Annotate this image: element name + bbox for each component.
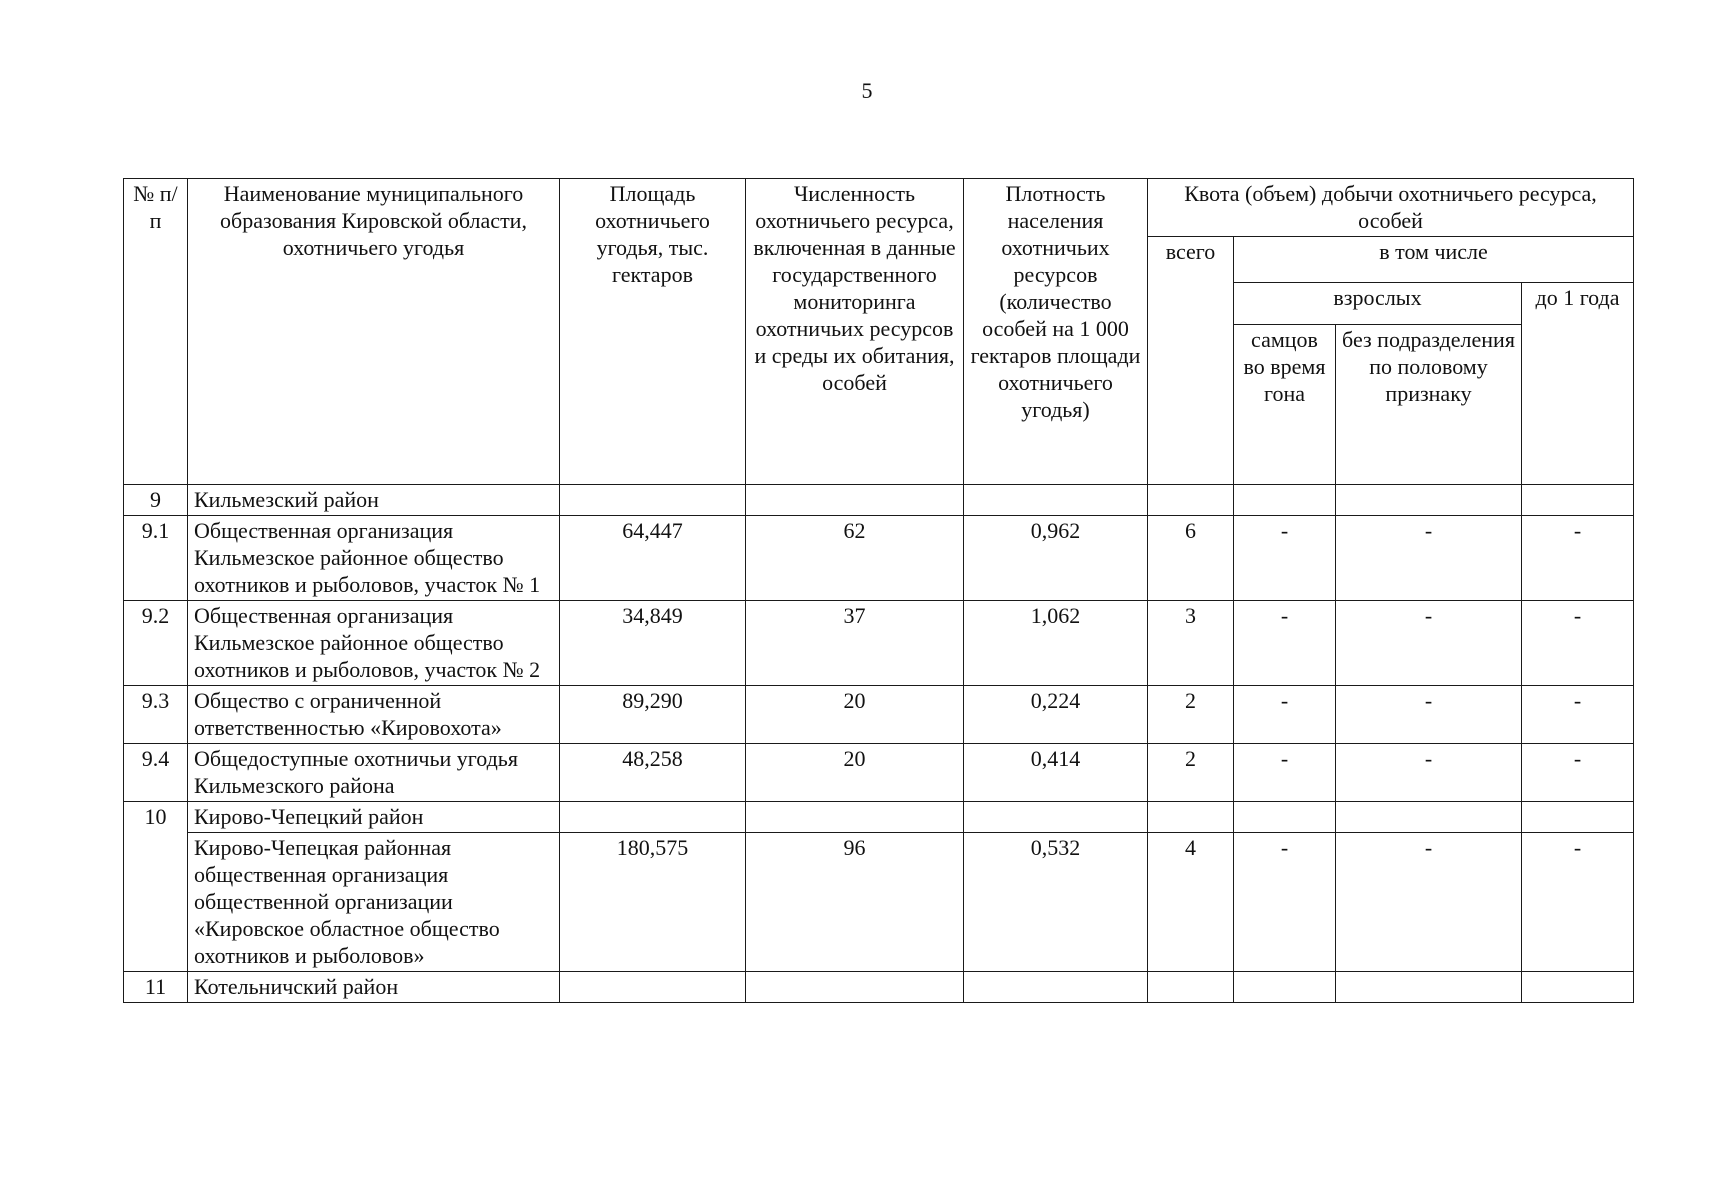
cell-total: [1148, 802, 1234, 833]
cell-num: 9.2: [124, 601, 188, 686]
cell-area: 180,575: [560, 833, 746, 972]
cell-name: Общественная организация Кильмезское районное общество охотников и рыболовов, участок № 2: [188, 601, 560, 686]
cell-total: [1148, 485, 1234, 516]
cell-density: [964, 972, 1148, 1003]
cell-males: [1234, 972, 1336, 1003]
cell-area: 89,290: [560, 686, 746, 744]
cell-density: 0,532: [964, 833, 1148, 972]
cell-density: 0,414: [964, 744, 1148, 802]
cell-nosex: -: [1336, 686, 1522, 744]
cell-count: 20: [746, 744, 964, 802]
cell-area: [560, 485, 746, 516]
cell-density: 0,962: [964, 516, 1148, 601]
cell-nosex: -: [1336, 833, 1522, 972]
cell-total: 4: [1148, 833, 1234, 972]
cell-total: 2: [1148, 744, 1234, 802]
table-body: [124, 485, 1634, 1003]
cell-count: [746, 485, 964, 516]
cell-num: 9.3: [124, 686, 188, 744]
cell-density: [964, 485, 1148, 516]
cell-nosex: -: [1336, 516, 1522, 601]
quota-table: [123, 178, 1634, 1003]
cell-young: -: [1522, 833, 1634, 972]
cell-num: 9.1: [124, 516, 188, 601]
cell-young: [1522, 485, 1634, 516]
cell-total: 2: [1148, 686, 1234, 744]
cell-area: 48,258: [560, 744, 746, 802]
table-row: [124, 485, 1634, 516]
cell-name: Общедоступные охотничьи угодья Кильмезского района: [188, 744, 560, 802]
cell-area: 34,849: [560, 601, 746, 686]
cell-name: Кильмезский район: [188, 485, 560, 516]
page-number: 5: [861, 78, 873, 103]
cell-name: Общественная организация Кильмезское районное общество охотников и рыболовов, участок № 1: [188, 516, 560, 601]
cell-area: [560, 802, 746, 833]
table-row: [124, 972, 1634, 1003]
header-adults: взрослых: [1234, 283, 1522, 325]
header-area: Площадь охотничьего угодья, тыс. гектаров: [560, 179, 746, 485]
cell-males: -: [1234, 601, 1336, 686]
cell-density: [964, 802, 1148, 833]
cell-density: 0,224: [964, 686, 1148, 744]
header-name: Наименование муниципального образования Кировской области, охотничьего угодья: [188, 179, 560, 485]
cell-young: -: [1522, 744, 1634, 802]
cell-nosex: -: [1336, 601, 1522, 686]
cell-name: Кирово-Чепецкая районная общественная организация общественной организации «Кировское областное общество охотников и рыболовов»: [188, 833, 560, 972]
table-row: [124, 833, 1634, 972]
cell-area: 64,447: [560, 516, 746, 601]
cell-nosex: [1336, 485, 1522, 516]
cell-young: -: [1522, 516, 1634, 601]
cell-area: [560, 972, 746, 1003]
cell-males: -: [1234, 686, 1336, 744]
cell-males: -: [1234, 833, 1336, 972]
cell-name: Кирово-Чепецкий район: [188, 802, 560, 833]
header-total: всего: [1148, 237, 1234, 485]
cell-nosex: -: [1336, 744, 1522, 802]
cell-males: -: [1234, 516, 1336, 601]
table-row: [124, 802, 1634, 833]
table-header: [124, 179, 1634, 485]
cell-young: [1522, 972, 1634, 1003]
cell-num: 11: [124, 972, 188, 1003]
cell-count: 37: [746, 601, 964, 686]
cell-males: -: [1234, 744, 1336, 802]
header-including: в том числе: [1234, 237, 1634, 283]
cell-males: [1234, 802, 1336, 833]
cell-nosex: [1336, 972, 1522, 1003]
header-density: Плотность населения охотничьих ресурсов (количество особей на 1 000 гектаров площади охотничьего угодья): [964, 179, 1148, 485]
cell-name: Котельничский район: [188, 972, 560, 1003]
cell-young: -: [1522, 601, 1634, 686]
cell-nosex: [1336, 802, 1522, 833]
cell-young: [1522, 802, 1634, 833]
cell-count: [746, 802, 964, 833]
table-row: [124, 744, 1634, 802]
cell-count: [746, 972, 964, 1003]
cell-males: [1234, 485, 1336, 516]
cell-total: 3: [1148, 601, 1234, 686]
table-row: [124, 516, 1634, 601]
cell-total: [1148, 972, 1234, 1003]
header-no-sex: без подразделения по половому признаку: [1336, 325, 1522, 485]
header-count: Численность охотничьего ресурса, включенная в данные государственного мониторинга охотничьих ресурсов и среды их обитания, особей: [746, 179, 964, 485]
cell-num: 10: [124, 802, 188, 972]
header-under-one: до 1 года: [1522, 283, 1634, 485]
cell-count: 62: [746, 516, 964, 601]
header-num: № п/п: [124, 179, 188, 485]
header-quota: Квота (объем) добычи охотничьего ресурса, особей: [1148, 179, 1634, 237]
cell-count: 20: [746, 686, 964, 744]
cell-num: 9.4: [124, 744, 188, 802]
cell-count: 96: [746, 833, 964, 972]
cell-name: Общество с ограниченной ответственностью «Кировохота»: [188, 686, 560, 744]
table-row: [124, 686, 1634, 744]
cell-young: -: [1522, 686, 1634, 744]
header-males-rut: самцов во время гона: [1234, 325, 1336, 485]
cell-total: 6: [1148, 516, 1234, 601]
table-row: [124, 601, 1634, 686]
cell-density: 1,062: [964, 601, 1148, 686]
cell-num: 9: [124, 485, 188, 516]
